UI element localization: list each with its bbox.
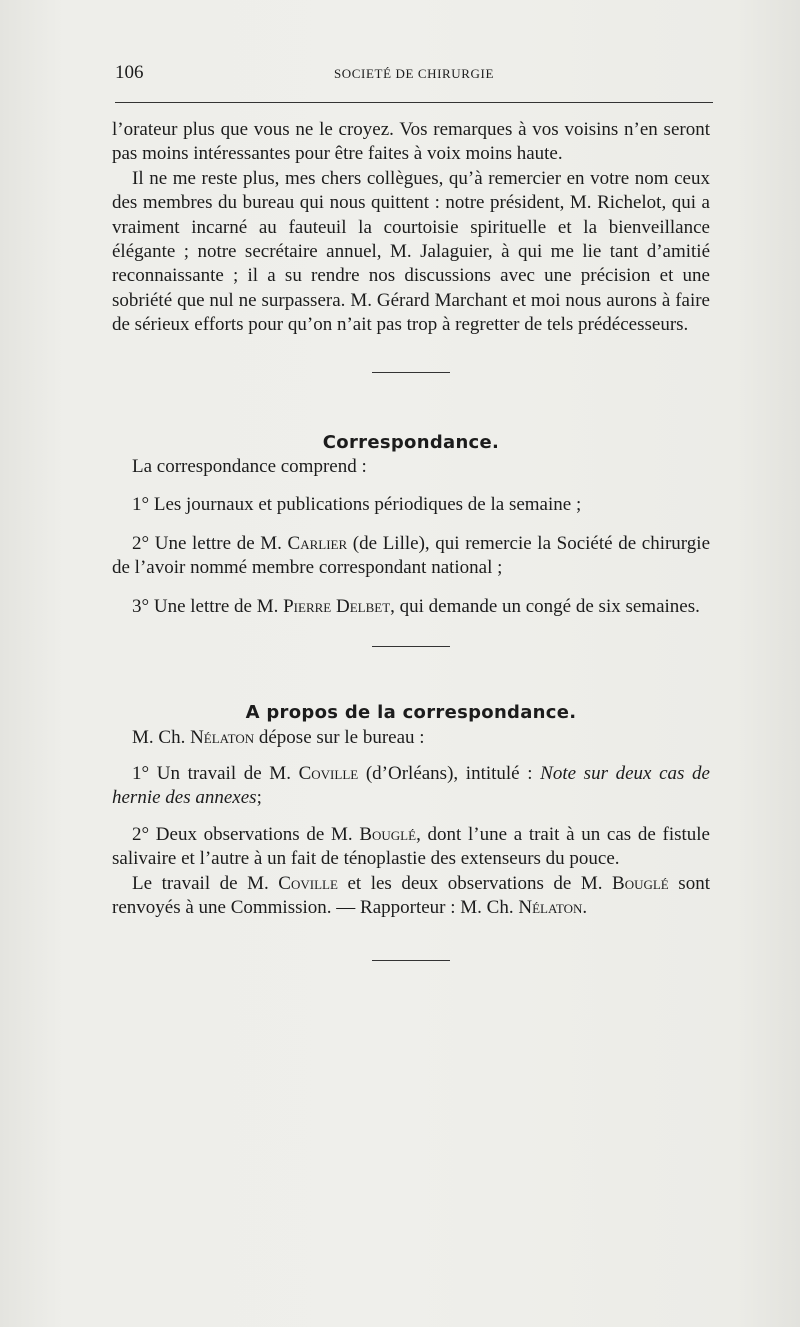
item-text: 2° Une lettre de M. bbox=[132, 532, 288, 554]
item-text: 2° Deux observations de M. bbox=[132, 823, 360, 845]
author-name: Pierre Delbet bbox=[283, 595, 391, 617]
section-heading-correspondance: Correspondance. bbox=[322, 431, 500, 453]
header-rule bbox=[115, 102, 713, 103]
item-text: dépose sur le bureau : bbox=[254, 726, 425, 748]
page-number: 106 bbox=[115, 62, 144, 83]
work-title: Note sur deux cas de hernie des annexes bbox=[112, 762, 710, 809]
item-text: M. Ch. bbox=[132, 726, 191, 748]
apropos-intro bbox=[112, 726, 710, 750]
item-text: , qui demande un congé de six semaines. bbox=[390, 595, 700, 617]
author-name: Nélaton bbox=[518, 896, 583, 918]
item-text: 1° Un travail de M. bbox=[132, 762, 299, 784]
correspondance-item-2 bbox=[112, 532, 710, 581]
author-name: Bouglé bbox=[612, 872, 669, 894]
page-body bbox=[112, 118, 710, 961]
apropos-final-paragraph bbox=[112, 872, 710, 921]
intro-paragraph-2: Il ne me reste plus, mes chers collègues, qu’à remercier en votre nom ceux des membres du bureau qui nous quittent : notre président, M. Richelot, qui a vraiment incarné au fauteuil la courtoisie spirituelle et la bienveillance élégante ; notre secrétaire annuel, M. Jalaguier, à qui me lie tant d’amitié reconnaissante ; il a su rendre nos discussions avec une précision et une sobriété que nul ne surpassera. M. Gérard Marchant et moi nous aurons à faire de sérieux efforts pour qu’on n’ait pas trop à regretter de tels prédécesseurs. bbox=[112, 167, 710, 336]
correspondance-item-3 bbox=[112, 595, 710, 619]
item-text: (de Lille), qui remercie la Société de chirurgie de l’avoir nommé membre correspondant national ; bbox=[112, 532, 710, 579]
page-header bbox=[115, 62, 713, 90]
item-text: . bbox=[582, 896, 588, 918]
correspondance-intro: La correspondance comprend : bbox=[132, 456, 367, 478]
author-name: Carlier bbox=[287, 532, 348, 554]
apropos-item-1 bbox=[112, 762, 710, 811]
item-text: , dont l’une a trait à un cas de fistule salivaire et l’autre à un fait de ténoplastie des extenseurs du pouce. bbox=[112, 823, 710, 870]
item-text: ; bbox=[256, 787, 262, 809]
author-name: Coville bbox=[278, 872, 338, 894]
item-text: 3° Une lettre de M. bbox=[132, 595, 284, 617]
section-separator bbox=[372, 960, 450, 961]
section-separator bbox=[372, 646, 450, 647]
correspondance-item-1: 1° Les journaux et publications périodiques de la semaine ; bbox=[132, 494, 582, 516]
item-text: Le travail de M. bbox=[132, 872, 279, 894]
item-text: et les deux observations de M. bbox=[337, 872, 613, 894]
author-name: Nélaton bbox=[190, 726, 255, 748]
author-name: Coville bbox=[298, 762, 359, 784]
item-text: sont renvoyés à une Commission. — Rapporteur : M. Ch. bbox=[112, 872, 710, 918]
running-title: SOCIETÉ DE CHIRURGIE bbox=[333, 66, 495, 81]
intro-paragraph-1: l’orateur plus que vous ne le croyez. Vos remarques à vos voisins n’en seront pas moins intéressantes pour être faites à voix moins haute. bbox=[112, 119, 710, 165]
section-separator bbox=[372, 372, 450, 373]
item-text: (d’Orléans), intitulé : bbox=[358, 762, 541, 784]
apropos-item-2 bbox=[112, 823, 710, 872]
section-heading-apropos: A propos de la correspondance. bbox=[245, 702, 577, 724]
author-name: Bouglé bbox=[359, 823, 417, 845]
